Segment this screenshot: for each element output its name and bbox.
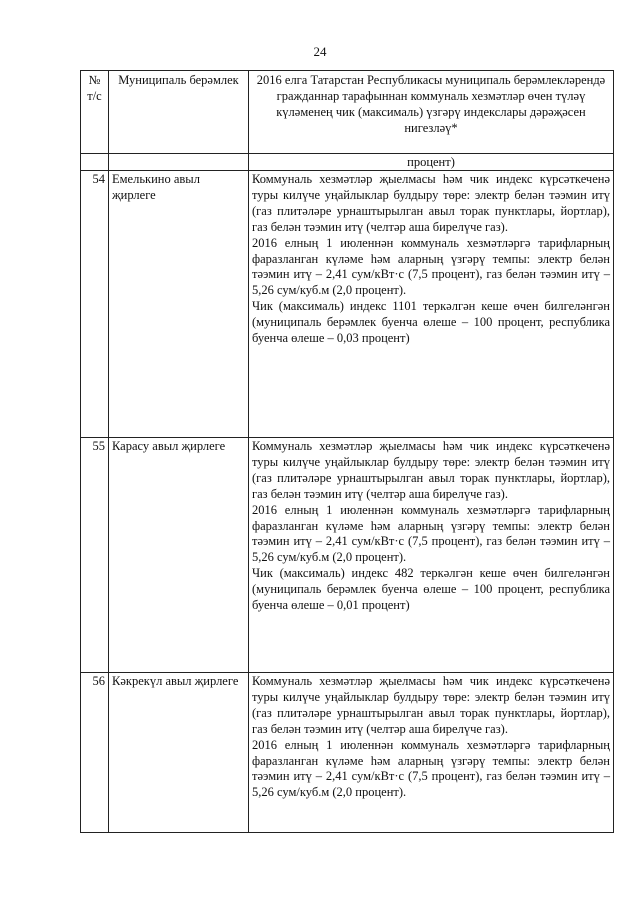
table-row: [81, 171, 614, 438]
header-description: 2016 елга Татарстан Республикасы муниципаль берәмлекләрендә гражданнар тарафыннан коммуналь хезмәтләр өчен түләү күләменең чик (максималь) үзгәрү индекслары дәрәҗәсен нигезләү*: [249, 71, 614, 154]
description-paragraph: Коммуналь хезмәтләр җыелмасы һәм чик индекс күрсәткеченә туры килүче уңайлыклар булдыру төре: электр белән тәэмин итү (газ плитәләре урнаштырылган авыл торак пунктлары, йортлар), газ белән тәэмин итү (челтәр аша бирелүче газ).: [252, 439, 610, 501]
row-description: [249, 438, 614, 673]
description-paragraph: Чик (максималь) индекс 482 теркәлгән кеше өчен билгеләнгән (муниципаль берәмлек буенча өлеше – 100 процент, республика буенча өлеше – 0,01 процент): [252, 566, 610, 613]
municipality-name: Кәкрекүл авыл җирлеге: [109, 673, 249, 833]
row-number: 54: [81, 171, 109, 438]
table-row: [81, 673, 614, 833]
header-municipality: Муниципаль берәмлек: [109, 71, 249, 154]
table-header-row: [81, 71, 614, 154]
page-number: 24: [313, 44, 327, 59]
header-continuation: процент): [249, 154, 614, 171]
continuation-municipality-cell: [109, 154, 249, 171]
municipality-name: Карасу авыл җирлеге: [109, 438, 249, 673]
description-paragraph: Коммуналь хезмәтләр җыелмасы һәм чик индекс күрсәткеченә туры килүче уңайлыклар булдыру төре: электр белән тәэмин итү (газ плитәләре урнаштырылган авыл торак пунктлары, йортлар), газ белән тәэмин итү (челтәр аша бирелүче газ).: [252, 674, 610, 736]
tariff-index-table: [80, 70, 614, 833]
row-description: [249, 171, 614, 438]
description-paragraph: 2016 елның 1 июленнән коммуналь хезмәтләргә тарифларның фаразланган күләме һәм аларның үзгәрү темпы: электр белән тәэмин итү – 2,41 сум/кВт·с (7,5 процент), газ белән тәэмин итү – 5,26 сум/куб.м (2,0 процент).: [252, 737, 610, 800]
municipality-name: Емелькино авыл җирлеге: [109, 171, 249, 438]
continuation-num-cell: [81, 154, 109, 171]
row-number: 55: [81, 438, 109, 673]
table-row: [81, 438, 614, 673]
description-paragraph: Чик (максималь) индекс 1101 теркәлгән кеше өчен билгеләнгән (муниципаль берәмлек буенча өлеше – 100 процент, республика буенча өлеше – 0,03 процент): [252, 299, 610, 346]
description-paragraph: 2016 елның 1 июленнән коммуналь хезмәтләргә тарифларның фаразланган күләме һәм аларның үзгәрү темпы: электр белән тәэмин итү – 2,41 сум/кВт·с (7,5 процент), газ белән тәэмин итү – 5,26 сум/куб.м (2,0 процент).: [252, 235, 610, 298]
header-continuation-row: [81, 154, 614, 171]
description-paragraph: 2016 елның 1 июленнән коммуналь хезмәтләргә тарифларның фаразланган күләме һәм аларның үзгәрү темпы: электр белән тәэмин итү – 2,41 сум/кВт·с (7,5 процент), газ белән тәэмин итү – 5,26 сум/куб.м (2,0 процент).: [252, 502, 610, 565]
row-description: [249, 673, 614, 833]
description-paragraph: Коммуналь хезмәтләр җыелмасы һәм чик индекс күрсәткеченә туры килүче уңайлыклар булдыру төре: электр белән тәэмин итү (газ плитәләре урнаштырылган авыл торак пунктлары, йортлар), газ белән тәэмин итү (челтәр аша бирелүче газ).: [252, 172, 610, 234]
header-num: № т/с: [81, 71, 109, 154]
row-number: 56: [81, 673, 109, 833]
